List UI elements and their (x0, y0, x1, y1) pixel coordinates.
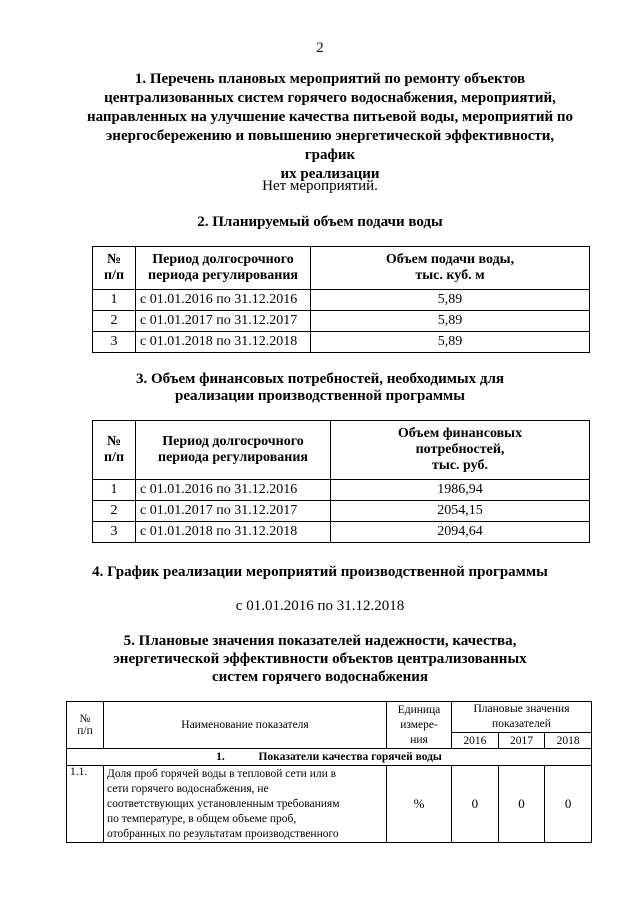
header-period-line: периода регулирования (148, 268, 298, 283)
section1-title-line: энергосбережению и повышению энергетической эффективности, график (105, 128, 555, 163)
header-num (67, 702, 104, 749)
section1-title-line: централизованных систем горячего водоснабжения, мероприятий, (104, 90, 556, 106)
row-value: 5,89 (311, 311, 590, 332)
table-row (93, 501, 590, 522)
indicators-table (66, 701, 592, 843)
header-name: Наименование показателя (104, 702, 387, 749)
row-value-2017: 0 (498, 766, 545, 843)
header-planned-line: Плановые значения (473, 703, 570, 715)
section3-title (0, 371, 640, 405)
row-value: 2094,64 (331, 522, 590, 543)
section5-title (0, 632, 640, 686)
header-num-line: № (79, 713, 91, 725)
header-value-line: тыс. руб. (432, 458, 488, 473)
header-value-line: Объем подачи воды, (385, 252, 515, 267)
row-period: с 01.01.2017 по 31.12.2017 (136, 311, 311, 332)
table-row (93, 522, 590, 543)
row-description-line: соответствующих установленным требованиям (107, 798, 340, 810)
header-unit-line: измере- (400, 718, 438, 731)
header-unit-line: Единица (397, 703, 441, 716)
header-value-line: тыс. куб. м (415, 268, 485, 283)
page-number: 2 (316, 40, 324, 56)
header-period (136, 421, 331, 480)
section4-title: 4. График реализации мероприятий производственной программы (92, 564, 548, 580)
row-value: 1986,94 (331, 480, 590, 501)
section1-text: Нет мероприятий. (262, 178, 378, 194)
row-num: 1 (93, 480, 136, 501)
header-num-line: № (106, 252, 122, 267)
table-row (93, 332, 590, 353)
table-row (93, 311, 590, 332)
row-period: с 01.01.2018 по 31.12.2018 (136, 522, 331, 543)
header-value (331, 421, 590, 480)
section3-title-line: 3. Объем финансовых потребностей, необходимых для (135, 371, 505, 387)
table-header-row (93, 247, 590, 290)
header-period-line: Период долгосрочного (152, 252, 294, 267)
section5-title-line: систем горячего водоснабжения (212, 669, 428, 685)
header-planned (452, 702, 592, 733)
row-num: 1 (93, 290, 136, 311)
header-num (93, 247, 136, 290)
section1-title-line: их реализации (280, 166, 380, 182)
header-num-line: п/п (103, 450, 125, 465)
row-description-line: отобранных по результатам производственного (107, 828, 339, 840)
header-num-line: п/п (103, 268, 125, 283)
row-period: с 01.01.2017 по 31.12.2017 (136, 501, 331, 522)
header-value-line: Объем финансовых (397, 426, 523, 441)
section5-title-line: энергетической эффективности объектов централизованных (113, 651, 527, 667)
header-year: 2017 (498, 733, 545, 749)
header-year: 2018 (545, 733, 592, 749)
row-period: с 01.01.2018 по 31.12.2018 (136, 332, 311, 353)
row-value-2016: 0 (452, 766, 499, 843)
row-value: 5,89 (311, 332, 590, 353)
row-num: 3 (93, 522, 136, 543)
table-row (67, 766, 592, 843)
section5-title-line: 5. Плановые значения показателей надежности, качества, (123, 633, 517, 649)
water-supply-table (92, 246, 590, 353)
table-row (93, 290, 590, 311)
financial-needs-table (92, 420, 590, 543)
header-unit (387, 702, 452, 749)
header-period-line: Период долгосрочного (162, 434, 304, 449)
row-value-2018: 0 (545, 766, 592, 843)
row-num: 2 (93, 501, 136, 522)
section4-text: с 01.01.2016 по 31.12.2018 (235, 598, 405, 614)
group-num: 1. (216, 751, 225, 763)
section1-title-line: 1. Перечень плановых мероприятий по ремонту объектов (134, 71, 526, 87)
group-title (67, 749, 592, 766)
section1-title (80, 70, 580, 184)
row-value: 5,89 (311, 290, 590, 311)
section1-title-line: направленных на улучшение качества питьевой воды, мероприятий по (86, 109, 574, 125)
section3-title-line: реализации производственной программы (175, 388, 465, 404)
header-planned-line: показателей (492, 718, 551, 730)
row-period: с 01.01.2016 по 31.12.2016 (136, 290, 311, 311)
section2-title: 2. Планируемый объем подачи воды (197, 214, 443, 230)
row-num: 1.1. (67, 766, 104, 843)
row-description-line: Доля проб горячей воды в тепловой сети или в (107, 768, 337, 780)
row-description-line: сети горячего водоснабжения, не (107, 783, 269, 795)
table-header-row (67, 702, 592, 733)
table-header-row (93, 421, 590, 480)
row-description (104, 766, 387, 843)
header-year: 2016 (452, 733, 499, 749)
header-period (136, 247, 311, 290)
row-unit: % (387, 766, 452, 843)
table-row (93, 480, 590, 501)
header-num-line: п/п (77, 725, 93, 737)
group-row (67, 749, 592, 766)
header-num-line: № (106, 434, 122, 449)
row-period: с 01.01.2016 по 31.12.2016 (136, 480, 331, 501)
row-value: 2054,15 (331, 501, 590, 522)
row-description-line: по температуре, в общем объеме проб, (107, 813, 297, 825)
header-num (93, 421, 136, 480)
header-period-line: периода регулирования (158, 450, 308, 465)
row-num: 3 (93, 332, 136, 353)
group-title-text: Показатели качества горячей воды (258, 751, 442, 763)
header-value-line: потребностей, (415, 442, 505, 457)
header-value (311, 247, 590, 290)
row-num: 2 (93, 311, 136, 332)
header-unit-line: ния (410, 733, 428, 746)
